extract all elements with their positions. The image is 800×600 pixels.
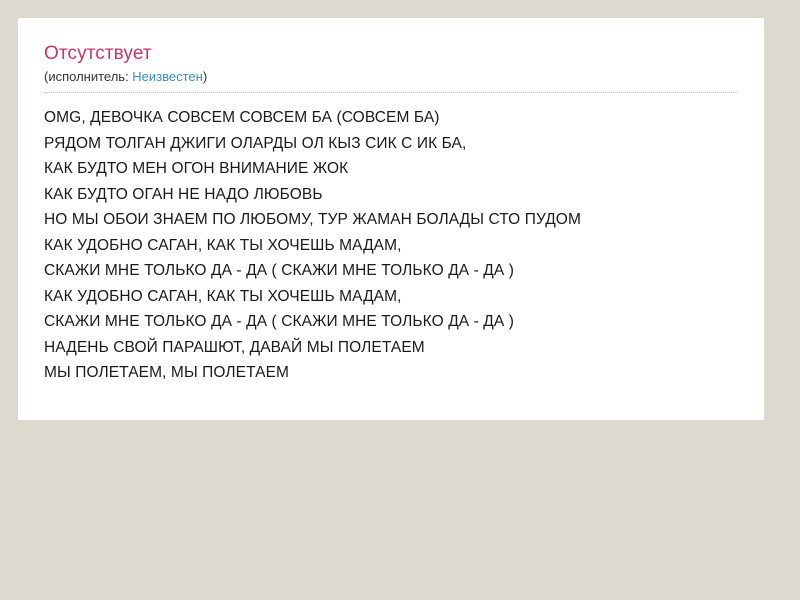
card-header [44, 42, 738, 93]
lyric-line: КАК БУДТО МЕН ОГОН ВНИМАНИЕ ЖОК [44, 160, 349, 177]
lyric-line: МЫ ПОЛЕТАЕМ, МЫ ПОЛЕТАЕМ [44, 364, 290, 381]
lyric-line: НАДЕНЬ СВОЙ ПАРАШЮТ, ДАВАЙ МЫ ПОЛЕТАЕМ [44, 338, 425, 356]
artist-link[interactable]: Неизвестен [132, 69, 203, 84]
lyric-line: КАК БУДТО ОГАН НЕ НАДО ЛЮБОВЬ [44, 185, 323, 203]
lyric-line: СКАЖИ МНЕ ТОЛЬКО ДА - ДА ( СКАЖИ МНЕ ТОЛЬКО ДА - ДА ) [44, 313, 515, 330]
lyric-line: КАК УДОБНО САГАН, КАК ТЫ ХОЧЕШЬ МАДАМ, [44, 236, 402, 254]
page-title: Отсутствует [44, 43, 152, 64]
lyrics-body [44, 105, 738, 386]
lyric-line: РЯДОМ ТОЛГАН ДЖИГИ ОЛАРДЫ ОЛ КЫЗ СИК С ИК БА, [44, 134, 467, 152]
lyric-line: OMG, ДЕВОЧКА СОВСЕМ СОВСЕМ БА (СОВСЕМ БА) [44, 109, 440, 126]
artist-line [44, 69, 738, 85]
lyric-line: КАК УДОБНО САГАН, КАК ТЫ ХОЧЕШЬ МАДАМ, [44, 287, 402, 305]
lyrics-card [18, 18, 764, 420]
artist-prefix-label: (исполнитель: [44, 69, 133, 84]
artist-suffix-label: ) [202, 69, 208, 84]
lyric-line: СКАЖИ МНЕ ТОЛЬКО ДА - ДА ( СКАЖИ МНЕ ТОЛЬКО ДА - ДА ) [44, 262, 515, 279]
lyric-line: НО МЫ ОБОИ ЗНАЕМ ПО ЛЮБОМУ, ТУР ЖАМАН БОЛАДЫ СТО ПУДОМ [44, 211, 581, 228]
